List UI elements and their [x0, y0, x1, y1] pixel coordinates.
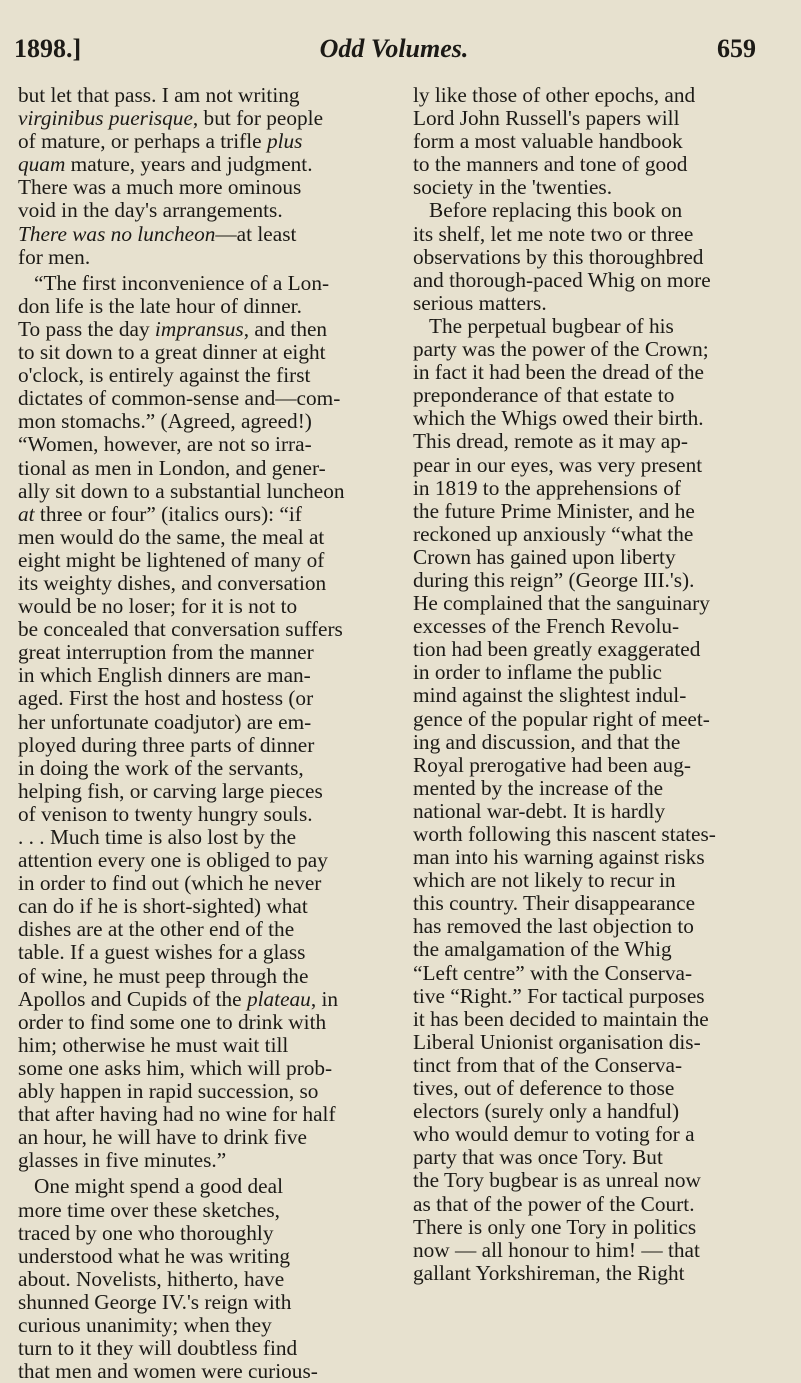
- text-line: helping fish, or carving large pieces: [18, 779, 323, 803]
- text-line: ably happen in rapid succession, so: [18, 1080, 319, 1104]
- text-line: curious unanimity; when they: [18, 1313, 272, 1337]
- page-number: 659: [717, 34, 756, 63]
- text-line: tional as men in London, and gener-: [18, 456, 326, 480]
- text-line: pear in our eyes, was very present: [413, 453, 703, 477]
- text-line: worth following this nascent states-: [413, 823, 716, 846]
- text-line: in 1819 to the apprehensions of: [413, 476, 681, 500]
- text-line: Lord John Russell's papers will: [413, 107, 680, 131]
- text-line: ing and discussion, and that the: [413, 730, 681, 754]
- text-line: to sit down to a great dinner at eight: [18, 341, 326, 365]
- text-line: an hour, he will have to drink five: [18, 1126, 307, 1150]
- text-line: its shelf, let me note two or three: [413, 222, 694, 246]
- left-column: [18, 84, 378, 1383]
- text-line: Royal prerogative had been aug-: [413, 753, 691, 777]
- text-line: mented by the increase of the: [413, 776, 664, 800]
- header-title: Odd Volumes.: [319, 34, 469, 63]
- text-line: during this reign” (George III.'s).: [413, 568, 695, 592]
- text-line: would be no loser; for it is not to: [18, 595, 298, 619]
- text-line: don life is the late hour of dinner.: [18, 294, 302, 318]
- text-line: “The first inconvenience of a Lon-: [34, 271, 330, 295]
- text-line: One might spend a good deal: [34, 1175, 284, 1199]
- text-line: at three or four” (italics ours): “if: [18, 502, 302, 526]
- text-line: ally sit down to a substantial luncheon: [18, 479, 345, 503]
- text-line: of mature, or perhaps a trifle plus: [18, 130, 303, 154]
- text-line: o'clock, is entirely against the first: [18, 364, 311, 388]
- text-line: virginibus puerisque, but for people: [18, 107, 324, 131]
- text-line: serious matters.: [413, 291, 547, 315]
- text-line: mind against the slightest indul-: [413, 684, 687, 708]
- text-line: its weighty dishes, and conversation: [18, 571, 327, 595]
- text-line: that men and women were curious-: [18, 1360, 318, 1383]
- header-year: 1898.]: [14, 34, 82, 63]
- text-line: . . . Much time is also lost by the: [18, 826, 297, 849]
- text-line: gallant Yorkshireman, the Right: [413, 1261, 685, 1285]
- text-line: has removed the last objection to: [413, 915, 694, 939]
- text-line: mon stomachs.” (Agreed, agreed!): [18, 410, 312, 434]
- text-line: quam mature, years and judgment.: [18, 153, 313, 177]
- text-line: which are not likely to recur in: [413, 869, 676, 893]
- text-line: form a most valuable handbook: [413, 130, 683, 154]
- text-line: dictates of common-sense and—com-: [18, 387, 341, 411]
- text-line: the future Prime Minister, and he: [413, 499, 695, 523]
- text-line: the Tory bugbear is as unreal now: [413, 1169, 701, 1193]
- text-line: tives, out of deference to those: [413, 1077, 675, 1101]
- text-line: eight might be lightened of many of: [18, 548, 325, 572]
- text-line: turn to it they will doubtless find: [18, 1337, 298, 1361]
- text-line: as that of the power of the Court.: [413, 1192, 695, 1216]
- text-line: men would do the same, the meal at: [18, 525, 325, 549]
- text-line: to the manners and tone of good: [413, 153, 688, 177]
- text-line: There was no luncheon—at least: [18, 222, 297, 246]
- text-line: table. If a guest wishes for a glass: [18, 941, 306, 965]
- text-line: attention every one is obliged to pay: [18, 849, 328, 873]
- text-line: He complained that the sanguinary: [413, 592, 710, 616]
- text-line: glasses in five minutes.”: [18, 1149, 227, 1173]
- text-line: him; otherwise he must wait till: [18, 1033, 289, 1057]
- text-line: party that was once Tory. But: [413, 1146, 663, 1170]
- text-line: party was the power of the Crown;: [413, 338, 709, 362]
- text-line: man into his warning against risks: [413, 846, 705, 870]
- text-line: in order to inflame the public: [413, 661, 662, 685]
- text-line: Crown has gained upon liberty: [413, 545, 676, 569]
- text-line: preponderance of that estate to: [413, 384, 675, 408]
- text-line: who would demur to voting for a: [413, 1123, 695, 1147]
- right-column: [413, 84, 781, 1285]
- text-line: now — all honour to him! — that: [413, 1238, 700, 1262]
- text-line: in order to find out (which he never: [18, 872, 322, 896]
- text-line: national war-debt. It is hardly: [413, 799, 666, 823]
- text-line: reckoned up anxiously “what the: [413, 522, 694, 546]
- running-header: [14, 34, 756, 68]
- text-line: this country. Their disappearance: [413, 892, 696, 916]
- text-line: society in the 'twenties.: [413, 176, 613, 200]
- text-line: Before replacing this book on: [429, 199, 683, 223]
- text-line: tive “Right.” For tactical purposes: [413, 984, 705, 1008]
- text-line: “Women, however, are not so irra-: [18, 433, 312, 457]
- text-line: There is only one Tory in politics: [413, 1215, 697, 1239]
- text-line: “Left centre” with the Conserva-: [413, 961, 693, 985]
- text-line: can do if he is short-sighted) what: [18, 895, 308, 919]
- text-line: tion had been greatly exaggerated: [413, 638, 701, 662]
- text-line: To pass the day impransus, and then: [18, 317, 328, 341]
- text-line: Apollos and Cupids of the plateau, in: [18, 987, 339, 1011]
- text-line: it has been decided to maintain the: [413, 1007, 709, 1031]
- text-line: and thorough-paced Whig on more: [413, 268, 711, 292]
- text-line: understood what he was writing: [18, 1244, 291, 1268]
- text-line: of wine, he must peep through the: [18, 964, 309, 988]
- text-line: gence of the popular right of meet-: [413, 707, 710, 731]
- text-line: electors (surely only a handful): [413, 1100, 680, 1124]
- text-line: ly like those of other epochs, and: [413, 84, 696, 107]
- text-line: her unfortunate coadjutor) are em-: [18, 710, 312, 734]
- text-line: for men.: [18, 245, 91, 269]
- text-line: some one asks him, which will prob-: [18, 1056, 333, 1080]
- text-line: void in the day's arrangements.: [18, 199, 283, 223]
- text-line: tinct from that of the Conserva-: [413, 1053, 683, 1077]
- text-line: that after having had no wine for half: [18, 1103, 336, 1127]
- text-line: observations by this thoroughbred: [413, 245, 704, 269]
- text-line: in which English dinners are man-: [18, 664, 311, 688]
- text-line: shunned George IV.'s reign with: [18, 1290, 292, 1314]
- text-line: excesses of the French Revolu-: [413, 615, 680, 639]
- text-line: which the Whigs owed their birth.: [413, 407, 704, 431]
- text-line: order to find some one to drink with: [18, 1010, 327, 1034]
- text-line: aged. First the host and hostess (or: [18, 687, 314, 711]
- text-line: ployed during three parts of dinner: [18, 733, 315, 757]
- text-line: The perpetual bugbear of his: [429, 314, 674, 338]
- text-line: Liberal Unionist organisation dis-: [413, 1030, 701, 1054]
- text-line: about. Novelists, hitherto, have: [18, 1267, 285, 1291]
- text-line: be concealed that conversation suffers: [18, 618, 343, 642]
- text-line: in doing the work of the servants,: [18, 756, 304, 780]
- text-line: in fact it had been the dread of the: [413, 361, 704, 385]
- text-line: great interruption from the manner: [18, 641, 314, 665]
- text-line: the amalgamation of the Whig: [413, 938, 672, 962]
- text-line: dishes are at the other end of the: [18, 918, 295, 942]
- text-line: of venison to twenty hungry souls.: [18, 802, 313, 826]
- text-line: more time over these sketches,: [18, 1198, 280, 1222]
- text-line: There was a much more ominous: [18, 176, 302, 200]
- text-line: but let that pass. I am not writing: [18, 84, 300, 107]
- text-line: traced by one who thoroughly: [18, 1221, 274, 1245]
- text-line: This dread, remote as it may ap-: [413, 430, 688, 454]
